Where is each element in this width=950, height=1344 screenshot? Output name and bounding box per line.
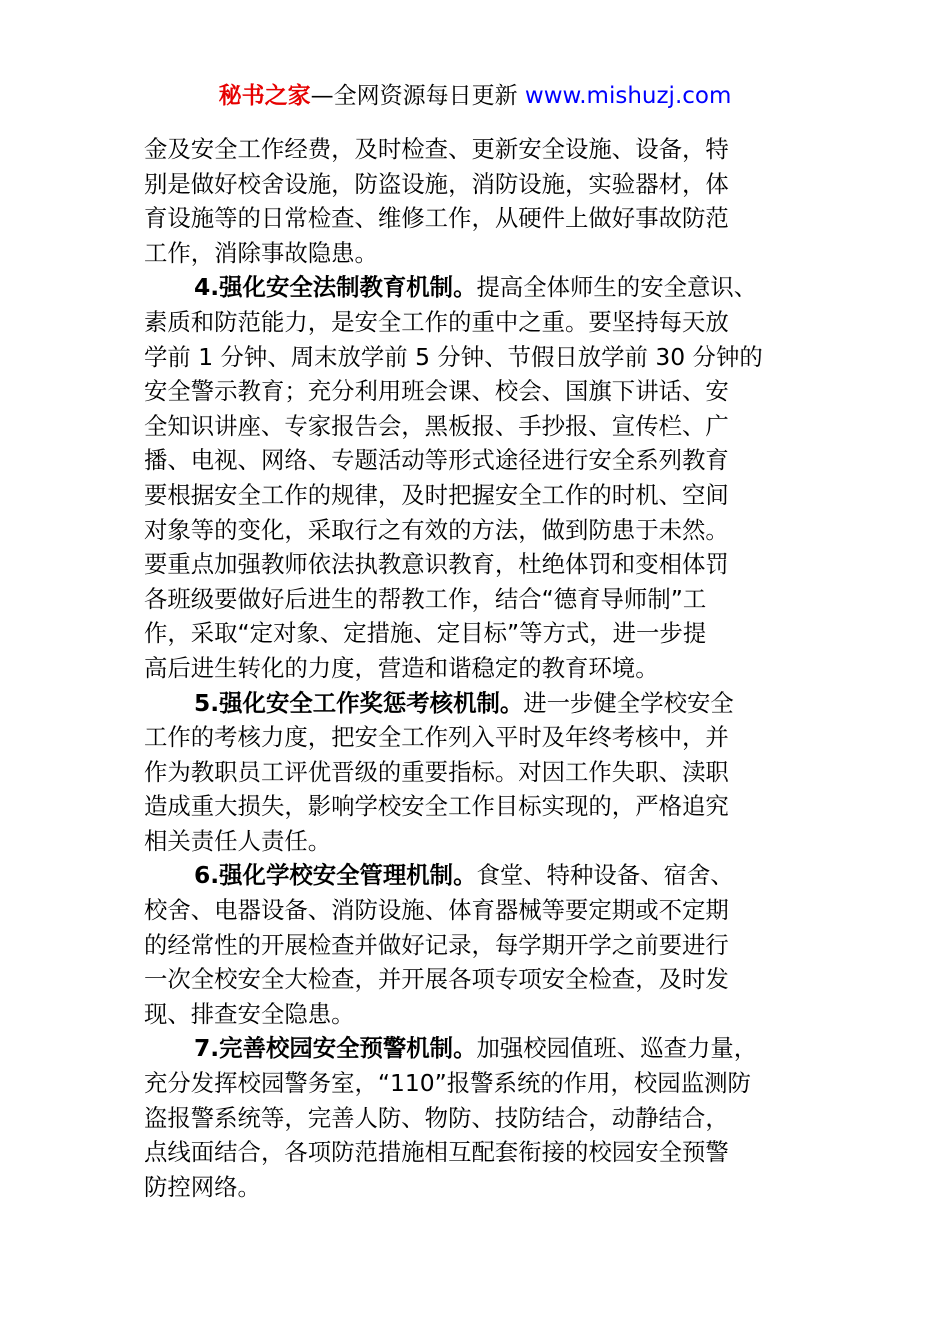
line-text: 学前 1 分钟、周末放学前 5 分钟、节假日放学前 30 分钟的	[144, 342, 763, 371]
line-text: 对象等的变化，采取行之有效的方法，做到防患于未然。	[144, 515, 729, 544]
text-line	[144, 582, 834, 617]
text-line	[144, 340, 834, 375]
section-4-first-line	[144, 270, 834, 305]
line-text: 安全警示教育；充分利用班会课、校会、国旗下讲话、安	[144, 377, 729, 406]
section-4-heading: 4.强化安全法制教育机制。	[194, 273, 477, 302]
line-text: 要根据安全工作的规律，及时把握安全工作的时机、空间	[144, 480, 729, 509]
text-line	[144, 928, 834, 963]
line-text: 进一步健全学校安全	[523, 688, 734, 717]
text-line	[144, 513, 834, 548]
line-text: 点线面结合，各项防范措施相互配套衔接的校园安全预警	[144, 1138, 729, 1167]
text-line	[144, 651, 834, 686]
text-line	[144, 409, 834, 444]
section-6-first-line	[144, 858, 834, 893]
text-line	[144, 1101, 834, 1136]
line-text: 充分发挥校园警务室，“110”报警系统的作用，校园监测防	[144, 1069, 751, 1098]
text-line	[144, 305, 834, 340]
line-text: 造成重大损失，影响学校安全工作目标实现的，严格追究	[144, 792, 729, 821]
line-text: 育设施等的日常检查、维修工作，从硬件上做好事故防范	[144, 204, 729, 233]
line-text: 作，采取“定对象、定措施、定目标”等方式，进一步提	[144, 619, 707, 648]
text-line	[144, 236, 834, 271]
text-line	[144, 997, 834, 1032]
section-5-first-line	[144, 686, 834, 721]
text-line	[144, 132, 834, 167]
line-text: 现、排查安全隐患。	[144, 999, 355, 1028]
line-text: 防控网络。	[144, 1172, 261, 1201]
header-url[interactable]: www.mishuzj.com	[524, 83, 732, 109]
text-line	[144, 547, 834, 582]
line-text: 要重点加强教师依法执教意识教育，杜绝体罚和变相体罚	[144, 550, 729, 579]
text-line	[144, 1135, 834, 1170]
line-text: 相关责任人责任。	[144, 826, 332, 855]
text-line	[144, 1066, 834, 1101]
section-7-first-line	[144, 1031, 834, 1066]
line-text: 加强校园值班、巡查力量，	[476, 1034, 758, 1063]
text-line	[144, 962, 834, 997]
text-line	[144, 893, 834, 928]
line-text: 播、电视、网络、专题活动等形式途径进行安全系列教育	[144, 446, 729, 475]
line-text: 的经常性的开展检查并做好记录，每学期开学之前要进行	[144, 930, 729, 959]
line-text: 食堂、特种设备、宿舍、	[476, 861, 734, 890]
text-line	[144, 443, 834, 478]
line-text: 盗报警系统等，完善人防、物防、技防结合，动静结合，	[144, 1103, 729, 1132]
document-body	[144, 132, 834, 1204]
text-line	[144, 720, 834, 755]
section-7-heading: 7.完善校园安全预警机制。	[194, 1034, 477, 1063]
line-text: 金及安全工作经费，及时检查、更新安全设施、设备，特	[144, 135, 729, 163]
line-text: 提高全体师生的安全意识、	[476, 273, 758, 302]
section-5-heading: 5.强化安全工作奖惩考核机制。	[194, 688, 524, 717]
line-text: 高后进生转化的力度，营造和谐稳定的教育环境。	[144, 653, 659, 682]
header-tagline: —全网资源每日更新	[310, 83, 525, 109]
text-line	[144, 201, 834, 236]
text-line	[144, 824, 834, 859]
text-line	[144, 789, 834, 824]
text-line	[144, 1170, 834, 1205]
header-brand: 秘书之家	[218, 83, 311, 109]
text-line	[144, 755, 834, 790]
line-text: 各班级要做好后进生的帮教工作，结合“德育导师制”工	[144, 584, 707, 613]
text-line	[144, 616, 834, 651]
line-text: 全知识讲座、专家报告会，黑板报、手抄报、宣传栏、广	[144, 411, 729, 440]
line-text: 校舍、电器设备、消防设施、体育器械等要定期或不定期	[144, 896, 729, 925]
line-text: 工作，消除事故隐患。	[144, 238, 378, 267]
text-line	[144, 478, 834, 513]
text-line	[144, 167, 834, 202]
line-text: 素质和防范能力，是安全工作的重中之重。要坚持每天放	[144, 307, 729, 336]
line-text: 工作的考核力度，把安全工作列入平时及年终考核中，并	[144, 723, 729, 752]
section-6-heading: 6.强化学校安全管理机制。	[194, 861, 477, 890]
line-text: 一次全校安全大检查，并开展各项专项安全检查，及时发	[144, 965, 729, 994]
page-header	[0, 80, 950, 112]
line-text: 别是做好校舍设施，防盗设施，消防设施，实验器材，体	[144, 169, 729, 198]
text-line	[144, 374, 834, 409]
line-text: 作为教职员工评优晋级的重要指标。对因工作失职、渎职	[144, 757, 729, 786]
